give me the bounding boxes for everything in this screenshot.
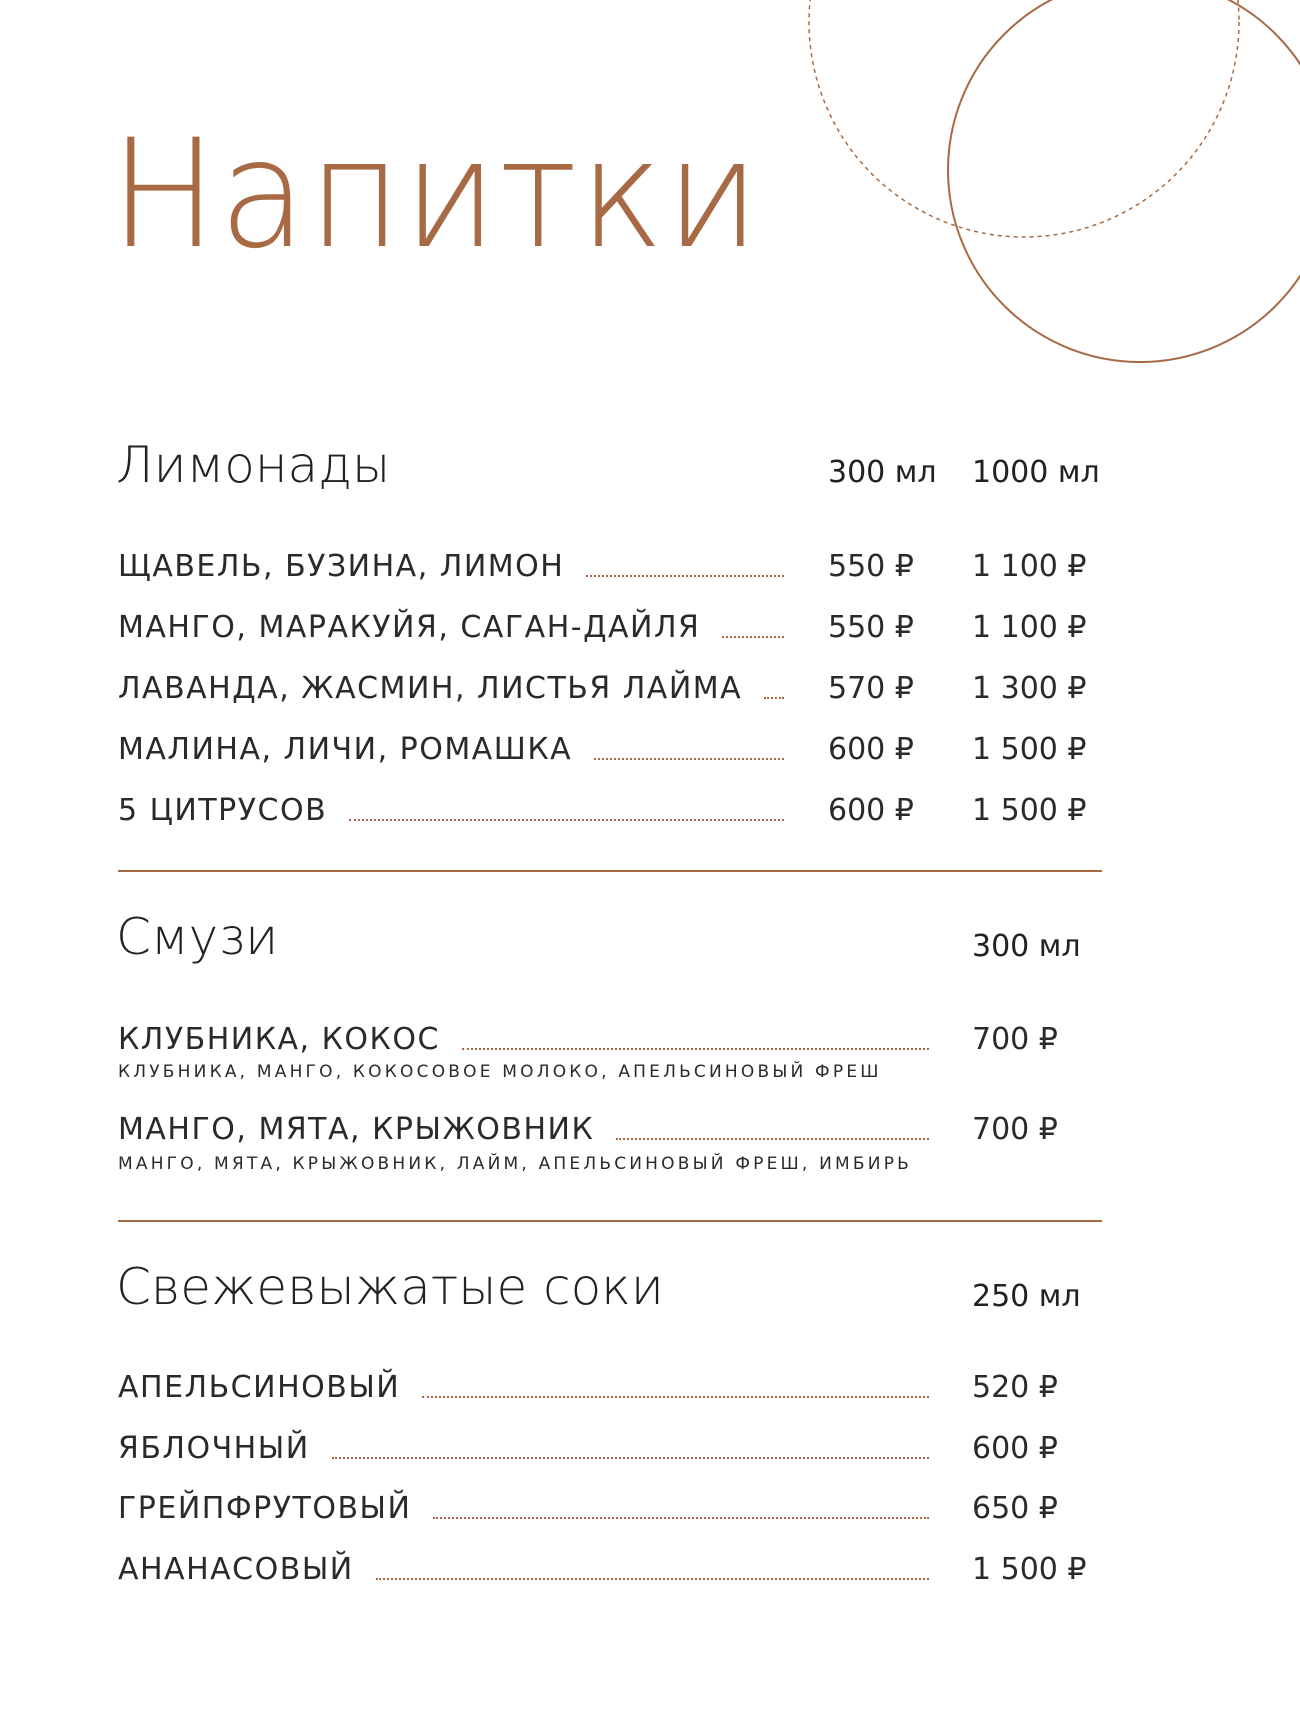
dotted-leader: [332, 1457, 929, 1459]
section-title-lemonades: Лимонады: [116, 436, 391, 494]
divider: [118, 1220, 1102, 1222]
item-name: ЯБЛОЧНЫЙ: [118, 1431, 310, 1466]
item-name: 5 ЦИТРУСОВ: [118, 793, 328, 828]
menu-item: [118, 1370, 945, 1405]
item-price: 600 ₽: [828, 732, 914, 767]
item-price: 650 ₽: [972, 1491, 1058, 1526]
dotted-leader: [462, 1048, 929, 1050]
dotted-leader: [586, 575, 784, 577]
item-price: 550 ₽: [828, 610, 914, 645]
dotted-leader: [616, 1138, 929, 1140]
item-name: КЛУБНИКА, КОКОС: [118, 1022, 440, 1057]
menu-item: [118, 549, 800, 584]
item-name: МАНГО, МЯТА, КРЫЖОВНИК: [118, 1112, 595, 1147]
divider: [118, 870, 1102, 872]
page-title: Напитки: [110, 108, 762, 282]
menu-item: [118, 1022, 945, 1057]
item-price: 1 100 ₽: [972, 549, 1087, 584]
dotted-leader: [594, 758, 784, 760]
volume-label: 250 мл: [972, 1279, 1081, 1314]
section-title-juices: Свежевыжатые соки: [116, 1258, 664, 1316]
item-name: ЛАВАНДА, ЖАСМИН, ЛИСТЬЯ ЛАЙМА: [118, 671, 743, 706]
dotted-leader: [722, 636, 784, 638]
item-price: 700 ₽: [972, 1022, 1058, 1057]
dotted-leader: [764, 697, 784, 699]
item-price: 1 300 ₽: [972, 671, 1087, 706]
solid-circle: [948, 0, 1300, 362]
volume-label: 1000 мл: [972, 455, 1100, 490]
menu-item: [118, 671, 800, 706]
item-price: 1 500 ₽: [972, 1552, 1087, 1587]
item-name: АПЕЛЬСИНОВЫЙ: [118, 1370, 401, 1405]
dotted-leader: [349, 819, 784, 821]
dotted-leader: [422, 1396, 929, 1398]
section-title-smoothies: Смузи: [116, 908, 279, 966]
item-price: 700 ₽: [972, 1112, 1058, 1147]
item-price: 550 ₽: [828, 549, 914, 584]
volume-label: 300 мл: [972, 929, 1081, 964]
item-price: 600 ₽: [972, 1431, 1058, 1466]
item-price: 520 ₽: [972, 1370, 1058, 1405]
menu-item: [118, 732, 800, 767]
dotted-leader: [376, 1578, 929, 1580]
item-price: 570 ₽: [828, 671, 914, 706]
item-price: 1 500 ₽: [972, 793, 1087, 828]
menu-item: [118, 1552, 945, 1587]
menu-item: [118, 610, 800, 645]
item-description: МАНГО, МЯТА, КРЫЖОВНИК, ЛАЙМ, АПЕЛЬСИНОВЫЙ ФРЕШ, ИМБИРЬ: [118, 1154, 913, 1174]
menu-item: [118, 1491, 945, 1526]
item-name: МАЛИНА, ЛИЧИ, РОМАШКА: [118, 732, 573, 767]
dashed-circle: [809, 0, 1239, 237]
item-name: ГРЕЙПФРУТОВЫЙ: [118, 1491, 412, 1526]
item-name: ЩАВЕЛЬ, БУЗИНА, ЛИМОН: [118, 549, 565, 584]
item-price: 600 ₽: [828, 793, 914, 828]
item-name: МАНГО, МАРАКУЙЯ, САГАН-ДАЙЛЯ: [118, 610, 701, 645]
dotted-leader: [433, 1517, 929, 1519]
item-price: 1 500 ₽: [972, 732, 1087, 767]
menu-item: [118, 793, 800, 828]
volume-label: 300 мл: [828, 455, 937, 490]
menu-item: [118, 1112, 945, 1147]
item-name: АНАНАСОВЫЙ: [118, 1552, 354, 1587]
item-price: 1 100 ₽: [972, 610, 1087, 645]
menu-item: [118, 1431, 945, 1466]
item-description: КЛУБНИКА, МАНГО, КОКОСОВОЕ МОЛОКО, АПЕЛЬСИНОВЫЙ ФРЕШ: [118, 1062, 882, 1082]
